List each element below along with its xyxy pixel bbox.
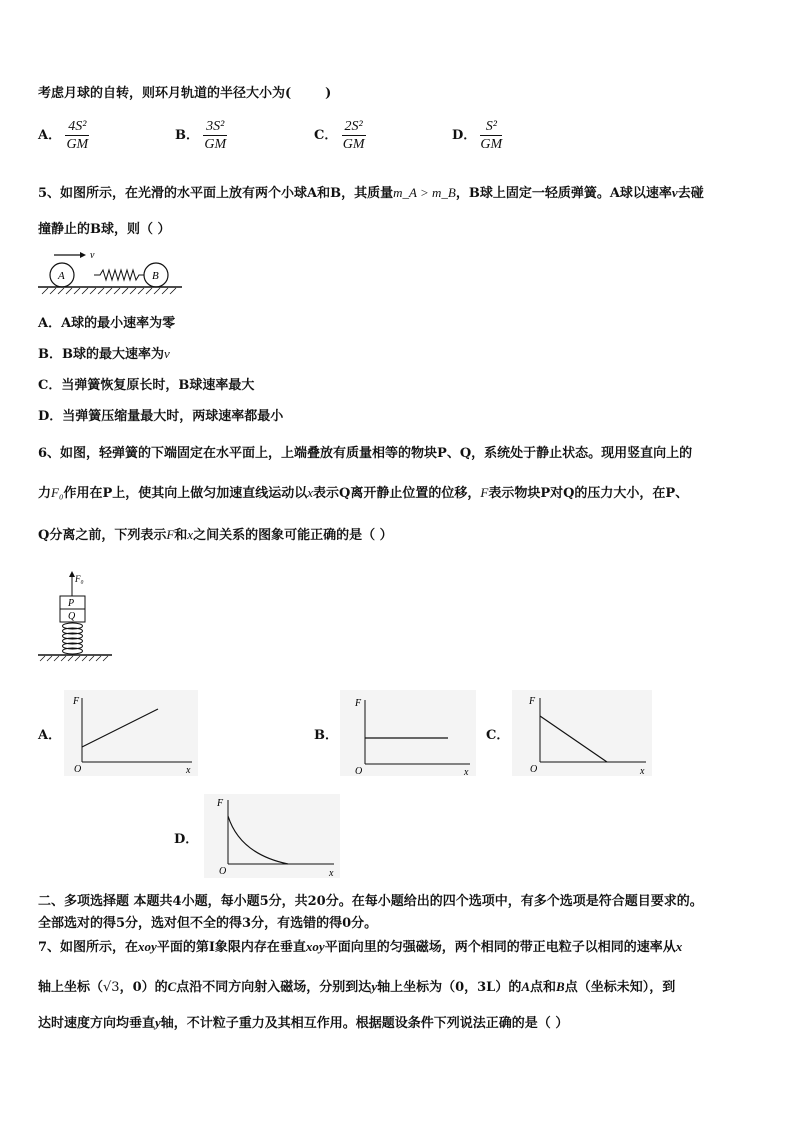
svg-text:F: F — [355, 698, 362, 709]
q6-graph-b[interactable] — [340, 690, 476, 776]
q6-option-b-label[interactable]: B． — [314, 728, 338, 743]
q6-graph-c[interactable] — [512, 690, 652, 776]
q4-option-c[interactable]: C． $\frac{\text{2S²}}{GM}$ — [314, 119, 365, 152]
q6-graph-a[interactable] — [64, 690, 198, 776]
q6-stem-line2: 力F₀作用在P上，使其向上做匀加速直线运动以x表示Q离开静止位置的位移，F表示物块P对Q的压力大小，在P、 — [38, 485, 689, 501]
fraction: $\frac{\text{2S²}}{GM}$ — [342, 119, 365, 152]
svg-text:Q: Q — [68, 611, 76, 622]
ground-hatch — [42, 288, 176, 294]
fraction: $\frac{\text{4S²}}{GM}$ — [66, 119, 89, 152]
q6-figure — [38, 570, 118, 662]
q5-option-c[interactable]: C．当弹簧恢复原长时，B球速率最大 — [38, 378, 255, 393]
spring-coils — [63, 623, 83, 654]
fraction: $\frac{\text{S²}}{GM}$ — [480, 119, 503, 152]
q6-stem-line1: 6、如图，轻弹簧的下端固定在水平面上，上端叠放有质量相等的物块P、Q，系统处于静止状态。现用竖直向上的 — [38, 446, 693, 461]
q4-option-d[interactable]: D． $\frac{\text{S²}}{GM}$ — [452, 119, 503, 152]
svg-text:O: O — [219, 866, 227, 877]
spring — [94, 270, 144, 280]
q5-option-b[interactable]: B．B球的最大速率为v — [38, 346, 170, 362]
mass-relation: m_A > m_B — [393, 185, 456, 200]
q4-option-b[interactable]: B． $\frac{\text{3S²}}{GM}$ — [175, 119, 227, 152]
q5-option-a[interactable]: A．A球的最小速率为零 — [38, 316, 176, 331]
q7-stem-line3: 达时速度方向均垂直y轴，不计粒子重力及其相互作用。根据题设条件下列说法正确的是（ ） — [38, 1015, 569, 1031]
svg-text:x: x — [640, 766, 645, 776]
force-arrow — [69, 571, 84, 596]
svg-text:O: O — [355, 766, 363, 776]
q4-option-a[interactable]: A． $\frac{\text{4S²}}{GM}$ — [38, 119, 89, 152]
section-2-heading: 二、多项选择题 本题共4小题，每小题5分，共20分。在每小题给出的四个选项中，有多个选项是符合题目要求的。 — [38, 894, 703, 909]
q5-option-d[interactable]: D．当弹簧压缩量最大时，两球速率都最小 — [38, 409, 284, 424]
q6-option-a-label[interactable]: A． — [38, 728, 62, 743]
fraction: $\frac{\text{3S²}}{GM}$ — [204, 119, 227, 152]
q5-figure — [38, 248, 188, 296]
q5-stem-line2: 撞静止的B球，则（ ） — [38, 222, 171, 237]
svg-text:x: x — [464, 767, 469, 776]
q6-stem-line3: Q分离之前，下列表示F和x之间关系的图象可能正确的是（ ） — [38, 527, 393, 543]
q6-option-c-label[interactable]: C． — [486, 728, 510, 743]
svg-text:F: F — [217, 798, 224, 809]
svg-text:O: O — [530, 764, 538, 775]
ball-b-label: B — [152, 270, 159, 282]
ball-a-label: A — [58, 270, 65, 282]
svg-text:x: x — [329, 868, 334, 878]
q7-stem-line1: 7、如图所示，在xoy平面的第Ⅰ象限内存在垂直xoy平面向里的匀强磁场，两个相同的带正电粒子以相同的速率从x — [38, 939, 683, 955]
q6-option-d-label[interactable]: D． — [174, 832, 199, 847]
svg-text:F: F — [529, 696, 536, 707]
floor-hatch — [40, 656, 108, 661]
q4-stem: 考虑月球的自转，则环月轨道的半径大小为( ) — [38, 86, 332, 101]
velocity-arrow — [54, 250, 95, 261]
svg-text:v: v — [90, 250, 95, 261]
q5-stem-line1: 5、如图所示，在光滑的水平面上放有两个小球A和B，其质量m_A > m_B，B球上固定一轻质弹簧。A球以速率v去碰 — [38, 185, 704, 201]
q7-stem-line2: 轴上坐标（√3，0）的C点沿不同方向射入磁场，分别到达y轴上坐标为（0，3L）的A点和B点（坐标未知），到 — [38, 979, 676, 995]
svg-text:F₀: F₀ — [75, 574, 84, 584]
svg-text:x: x — [186, 765, 191, 776]
q6-graph-d[interactable] — [204, 794, 340, 878]
svg-text:F: F — [73, 696, 80, 707]
section-2-scoring: 全部选对的得5分，选对但不全的得3分，有选错的得0分。 — [38, 916, 378, 931]
svg-text:O: O — [74, 764, 82, 775]
svg-text:P: P — [68, 598, 75, 609]
